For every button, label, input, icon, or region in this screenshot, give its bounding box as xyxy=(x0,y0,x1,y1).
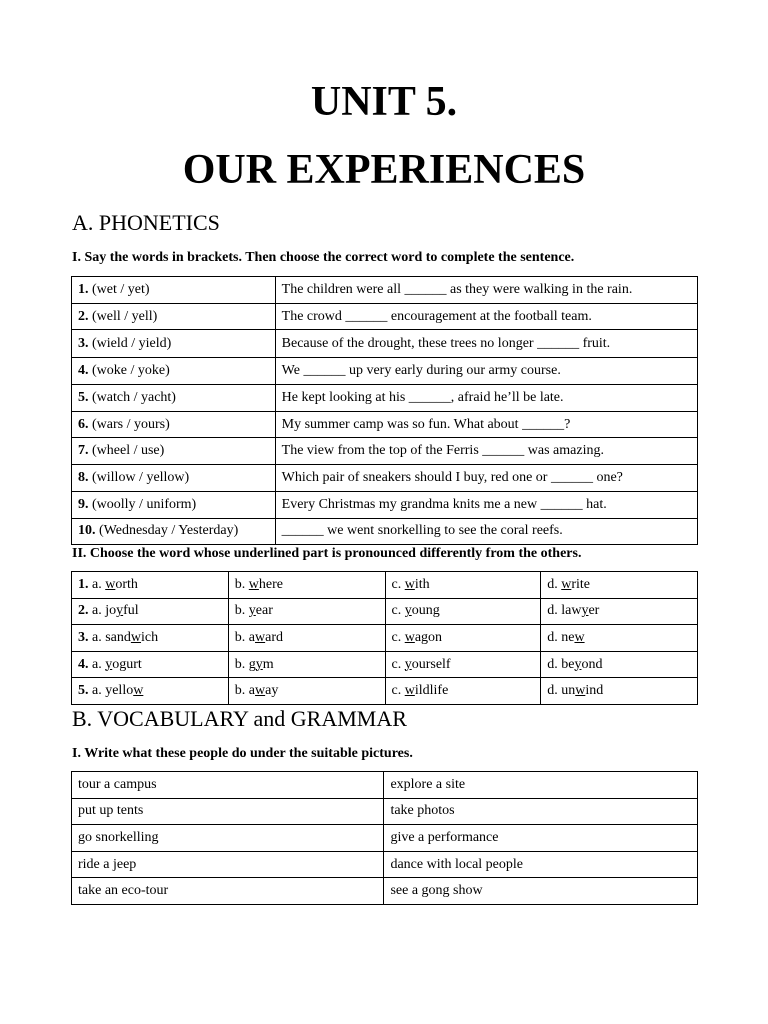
word-part: ich xyxy=(141,629,159,645)
word-pair-cell xyxy=(72,465,276,492)
underlined-letter: w xyxy=(404,629,415,645)
option-cell xyxy=(385,678,541,705)
word-pair: (wield / yield) xyxy=(92,335,172,351)
option-cell xyxy=(228,598,385,625)
word-part: oung xyxy=(411,603,440,619)
option-letter: b. xyxy=(234,656,249,672)
word-part: ond xyxy=(581,656,603,672)
word-pair-cell xyxy=(72,518,276,545)
sentence-cell: Which pair of sneakers should I buy, red one or ______ one? xyxy=(275,465,697,492)
word-pair-cell xyxy=(72,438,276,465)
section-a-heading: A. PHONETICS xyxy=(72,210,220,235)
item-number: 9. xyxy=(78,496,89,512)
word-part: here xyxy=(258,576,284,592)
sentence-cell: The view from the top of the Ferris ______ was amazing. xyxy=(275,438,697,465)
word-pair-cell xyxy=(72,385,276,412)
table-row xyxy=(72,385,698,412)
option-letter: c. xyxy=(391,629,405,645)
option-letter: a. xyxy=(92,629,106,645)
table-row xyxy=(72,878,698,905)
sentence-cell: We ______ up very early during our army course. xyxy=(275,358,697,385)
option-letter: b. xyxy=(234,576,249,592)
option-letter: d. xyxy=(547,656,562,672)
underlined-letter: w xyxy=(561,576,572,592)
word-pair: (woke / yoke) xyxy=(92,363,170,379)
item-number: 5. xyxy=(78,389,89,405)
table-row xyxy=(72,678,698,705)
word-pair: (wheel / use) xyxy=(92,443,165,459)
item-number: 1. xyxy=(78,576,89,592)
item-number: 10. xyxy=(78,523,96,539)
phrase-cell: see a gong show xyxy=(384,878,698,905)
option-letter: a. xyxy=(92,603,106,619)
unit-title: UNIT 5. xyxy=(310,79,458,125)
sentence-cell: Every Christmas my grandma knits me a new ______ hat. xyxy=(275,491,697,518)
sentence-cell: ______ we went snorkelling to see the coral reefs. xyxy=(275,518,697,545)
item-number: 1. xyxy=(78,281,89,297)
underlined-letter: y xyxy=(248,603,256,619)
sentence-cell: The children were all ______ as they were walking in the rain. xyxy=(275,277,697,304)
section-b-heading: B. VOCABULARY and GRAMMAR xyxy=(72,706,407,731)
option-cell xyxy=(72,598,229,625)
word-pair-cell xyxy=(72,411,276,438)
word-pair: (willow / yellow) xyxy=(92,469,190,485)
word-part: agon xyxy=(414,629,443,645)
word-part: a xyxy=(248,683,256,699)
word-part: jo xyxy=(105,603,117,619)
underlined-letter: w xyxy=(255,629,266,645)
phonetics-part1-instruction: I. Say the words in brackets. Then choose the correct word to complete the sentence. xyxy=(72,250,575,265)
word-part: un xyxy=(561,683,576,699)
word-part: m xyxy=(262,656,274,672)
table-row xyxy=(72,625,698,652)
vocabulary-phrases-table xyxy=(71,771,698,905)
word-pair: (wet / yet) xyxy=(92,281,150,297)
phrase-cell: go snorkelling xyxy=(72,825,384,852)
table-row xyxy=(72,772,698,799)
item-number: 7. xyxy=(78,443,89,459)
sentence-cell: My summer camp was so fun. What about ______? xyxy=(275,411,697,438)
word-part: law xyxy=(561,603,582,619)
underlined-letter: w xyxy=(133,683,144,699)
phrase-cell: give a performance xyxy=(384,825,698,852)
underlined-letter: y xyxy=(404,603,412,619)
underlined-letter: y xyxy=(105,656,113,672)
option-cell xyxy=(541,625,698,652)
underlined-letter: w xyxy=(404,683,415,699)
option-cell xyxy=(385,651,541,678)
option-letter: a. xyxy=(92,576,106,592)
table-row xyxy=(72,651,698,678)
table-row xyxy=(72,411,698,438)
table-row xyxy=(72,465,698,492)
option-letter: c. xyxy=(391,656,405,672)
item-number: 4. xyxy=(78,363,89,379)
option-letter: d. xyxy=(547,576,562,592)
option-cell xyxy=(541,678,698,705)
unit-subtitle: OUR EXPERIENCES xyxy=(182,147,586,193)
option-cell xyxy=(228,651,385,678)
word-part: ne xyxy=(561,629,575,645)
item-number: 4. xyxy=(78,656,89,672)
option-cell xyxy=(72,625,229,652)
item-number: 3. xyxy=(78,629,89,645)
word-part: ay xyxy=(265,683,279,699)
word-part: g xyxy=(248,656,256,672)
table-row xyxy=(72,798,698,825)
vocabulary-part1-instruction: I. Write what these people do under the suitable pictures. xyxy=(72,746,413,761)
word-part: ogurt xyxy=(112,656,142,672)
item-number: 6. xyxy=(78,416,89,432)
underlined-letter: w xyxy=(248,576,259,592)
option-letter: b. xyxy=(234,683,249,699)
word-part: ind xyxy=(585,683,604,699)
option-cell xyxy=(228,678,385,705)
option-letter: a. xyxy=(92,683,106,699)
option-cell xyxy=(228,625,385,652)
item-number: 2. xyxy=(78,308,89,324)
option-letter: d. xyxy=(547,603,562,619)
underlined-letter: w xyxy=(404,576,415,592)
word-pair: (Wednesday / Yesterday) xyxy=(99,523,239,539)
option-cell xyxy=(72,651,229,678)
option-cell xyxy=(385,598,541,625)
word-part: ith xyxy=(414,576,430,592)
word-part: yello xyxy=(105,683,134,699)
option-letter: a. xyxy=(92,656,106,672)
item-number: 2. xyxy=(78,603,89,619)
underlined-letter: y xyxy=(574,656,582,672)
phrase-cell: explore a site xyxy=(384,772,698,799)
word-part: er xyxy=(588,603,600,619)
option-letter: d. xyxy=(547,629,562,645)
option-letter: b. xyxy=(234,603,249,619)
option-cell xyxy=(385,625,541,652)
table-row xyxy=(72,572,698,599)
word-part: ear xyxy=(255,603,273,619)
underlined-letter: w xyxy=(105,576,116,592)
phonetics-part2-instruction: II. Choose the word whose underlined part is pronounced differently from the others. xyxy=(72,546,582,561)
phrase-cell: tour a campus xyxy=(72,772,384,799)
option-cell xyxy=(541,572,698,599)
word-pair: (watch / yacht) xyxy=(92,389,176,405)
underlined-letter: w xyxy=(575,683,586,699)
table-row xyxy=(72,438,698,465)
sentence-cell: Because of the drought, these trees no longer ______ fruit. xyxy=(275,330,697,358)
word-part: sand xyxy=(105,629,131,645)
word-part: ful xyxy=(123,603,139,619)
table-row xyxy=(72,358,698,385)
item-number: 3. xyxy=(78,335,89,351)
word-pair-cell xyxy=(72,491,276,518)
item-number: 5. xyxy=(78,683,89,699)
sentence-cell: The crowd ______ encouragement at the football team. xyxy=(275,303,697,330)
underlined-letter: y xyxy=(404,656,412,672)
word-pair: (wars / yours) xyxy=(92,416,170,432)
word-pair: (well / yell) xyxy=(92,308,158,324)
underlined-letter: y xyxy=(255,656,263,672)
word-part: a xyxy=(248,629,256,645)
option-cell xyxy=(541,598,698,625)
item-number: 8. xyxy=(78,469,89,485)
phonetics-part1-table xyxy=(71,276,698,545)
table-row xyxy=(72,330,698,358)
option-letter: d. xyxy=(547,683,562,699)
underlined-letter: w xyxy=(255,683,266,699)
word-pair-cell xyxy=(72,358,276,385)
option-letter: c. xyxy=(391,576,405,592)
word-part: ildlife xyxy=(414,683,449,699)
option-cell xyxy=(72,572,229,599)
phrase-cell: take an eco-tour xyxy=(72,878,384,905)
word-part: rite xyxy=(571,576,591,592)
word-part: ard xyxy=(265,629,284,645)
phrase-cell: take photos xyxy=(384,798,698,825)
phrase-cell: put up tents xyxy=(72,798,384,825)
table-row xyxy=(72,598,698,625)
option-cell xyxy=(541,651,698,678)
table-row xyxy=(72,277,698,304)
table-row xyxy=(72,303,698,330)
option-letter: b. xyxy=(234,629,249,645)
table-row xyxy=(72,851,698,878)
table-row xyxy=(72,518,698,545)
underlined-letter: w xyxy=(574,629,585,645)
sentence-cell: He kept looking at his ______, afraid he’ll be late. xyxy=(275,385,697,412)
phrase-cell: ride a jeep xyxy=(72,851,384,878)
word-part: orth xyxy=(115,576,138,592)
option-letter: c. xyxy=(391,603,405,619)
word-part: be xyxy=(561,656,575,672)
phonetics-part2-table xyxy=(71,571,698,705)
table-row xyxy=(72,825,698,852)
underlined-letter: w xyxy=(130,629,142,645)
word-pair-cell xyxy=(72,277,276,304)
word-pair-cell xyxy=(72,330,276,358)
option-cell xyxy=(385,572,541,599)
word-part: ourself xyxy=(411,656,451,672)
underlined-letter: y xyxy=(116,603,124,619)
table-row xyxy=(72,491,698,518)
option-cell xyxy=(72,678,229,705)
option-letter: c. xyxy=(391,683,405,699)
underlined-letter: y xyxy=(581,603,589,619)
word-pair-cell xyxy=(72,303,276,330)
option-cell xyxy=(228,572,385,599)
word-pair: (woolly / uniform) xyxy=(92,496,197,512)
phrase-cell: dance with local people xyxy=(384,851,698,878)
